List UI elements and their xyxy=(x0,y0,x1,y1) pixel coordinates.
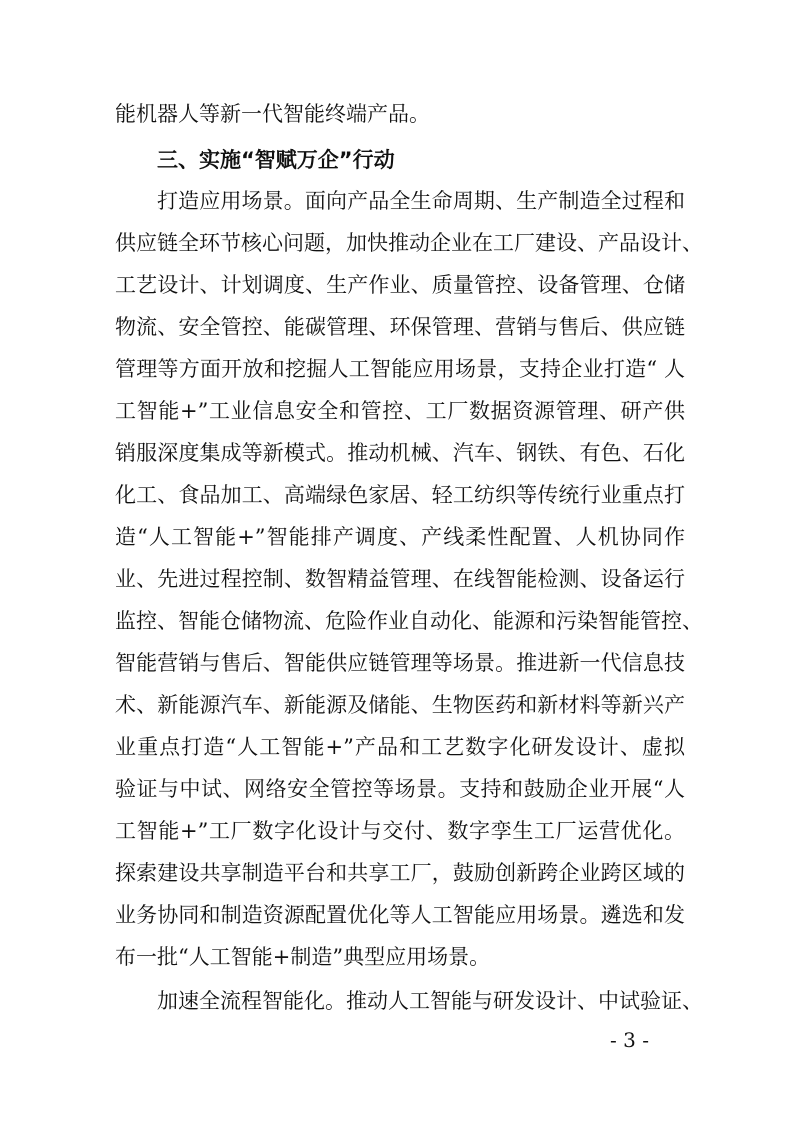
paragraph-line: 化工、食品加工、高端绿色家居、轻工纺织等传统行业重点打 xyxy=(115,483,685,507)
paragraph-line: 供应链全环节核心问题，加快推动企业在工厂建设、产品设计、 xyxy=(115,231,703,255)
paragraph-line: 业重点打造“人工智能+”产品和工艺数字化研发设计、虚拟 xyxy=(115,735,685,759)
paragraph-line: 监控、智能仓储物流、危险作业自动化、能源和污染智能管控、 xyxy=(115,609,703,633)
paragraph-line: 验证与中试、网络安全管控等场景。支持和鼓励企业开展“人 xyxy=(115,777,685,801)
paragraph-line: 工智能+”工业信息安全和管控、工厂数据资源管理、研产供 xyxy=(115,399,685,423)
paragraph-line: 管理等方面开放和挖掘人工智能应用场景，支持企业打造“ 人 xyxy=(115,357,685,381)
paragraph-line: 工智能+”工厂数字化设计与交付、数字孪生工厂运营优化。 xyxy=(115,819,685,843)
section-heading: 三、实施“智赋万企”行动 xyxy=(157,148,395,172)
paragraph-line: 布一批“人工智能+制造”典型应用场景。 xyxy=(115,945,491,969)
paragraph-line: 术、新能源汽车、新能源及储能、生物医药和新材料等新兴产 xyxy=(115,693,685,717)
paragraph-line: 造“人工智能+”智能排产调度、产线柔性配置、人机协同作 xyxy=(115,525,685,549)
paragraph-line: 工艺设计、计划调度、生产作业、质量管控、设备管理、仓储 xyxy=(115,273,685,297)
text-line-continuation: 能机器人等新一代智能终端产品。 xyxy=(115,102,430,126)
paragraph-line: 销服深度集成等新模式。推动机械、汽车、钢铁、有色、石化 xyxy=(115,441,685,465)
page-number: - 3 - xyxy=(610,1028,649,1052)
paragraph-line: 物流、安全管控、能碳管理、环保管理、营销与售后、供应链 xyxy=(115,315,685,339)
paragraph-line: 探索建设共享制造平台和共享工厂，鼓励创新跨企业跨区域的 xyxy=(115,861,685,885)
paragraph-line: 智能营销与售后、智能供应链管理等场景。推进新一代信息技 xyxy=(115,651,685,675)
paragraph-line: 业、先进过程控制、数智精益管理、在线智能检测、设备运行 xyxy=(115,567,685,591)
paragraph-line: 打造应用场景。面向产品全生命周期、生产制造全过程和 xyxy=(157,189,685,213)
paragraph-line: 加速全流程智能化。推动人工智能与研发设计、中试验证、 xyxy=(157,989,703,1013)
paragraph-line: 业务协同和制造资源配置优化等人工智能应用场景。遴选和发 xyxy=(115,903,685,927)
